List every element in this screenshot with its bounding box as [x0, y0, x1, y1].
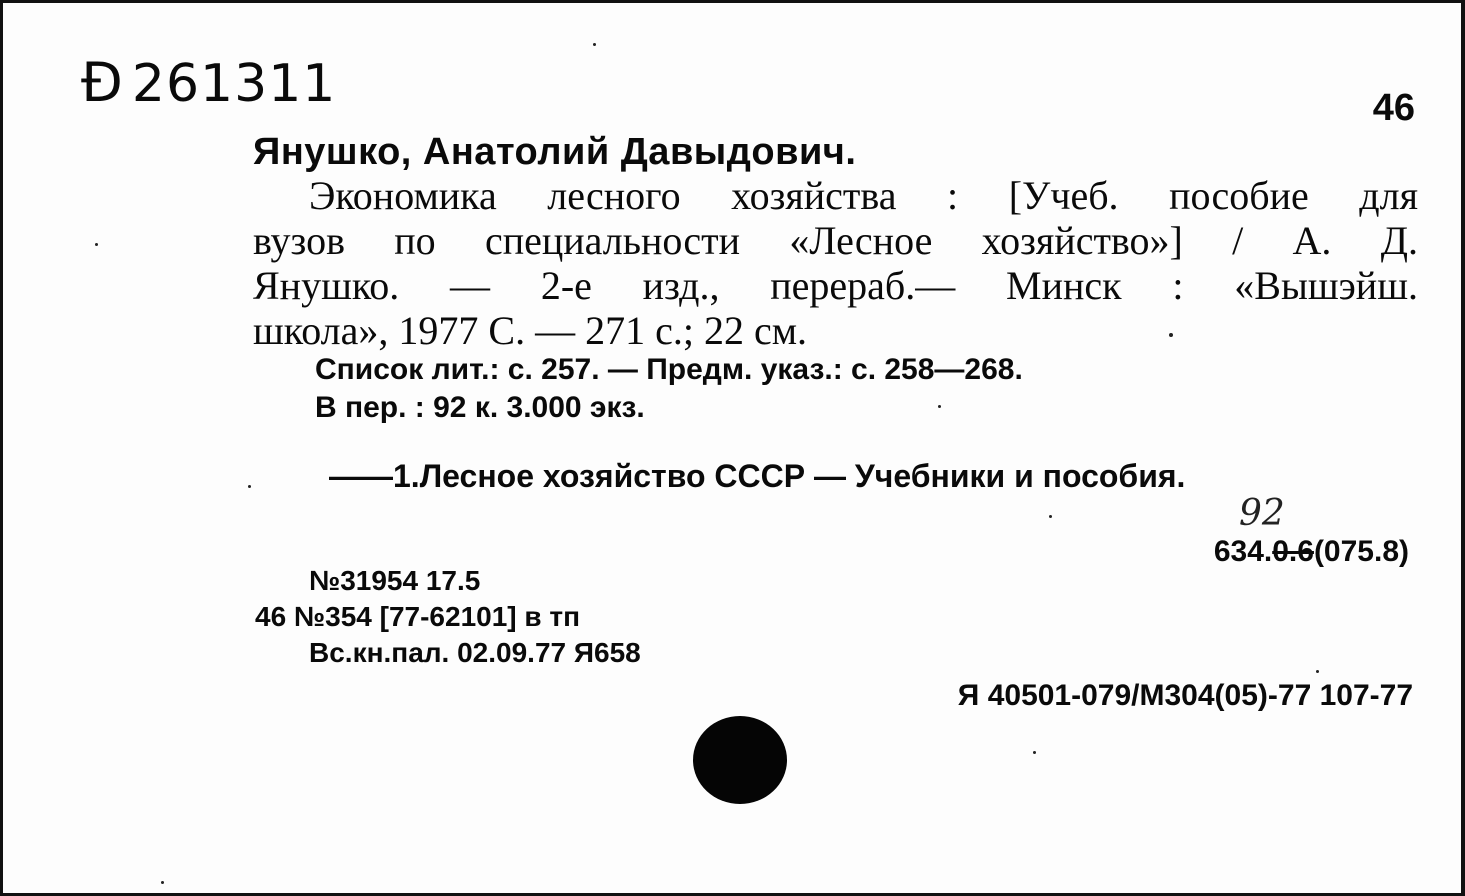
scan-speck [248, 485, 251, 488]
registration-line: №31954 17.5 [309, 565, 481, 596]
registration-line: 46 №354 [77-62101] в тп [255, 601, 581, 632]
handwritten-annotation: 92 [1239, 493, 1285, 534]
udc-suffix: (075.8) [1313, 535, 1409, 568]
call-mark-number: 261311 [131, 54, 337, 114]
notes-block [315, 351, 1023, 427]
scan-speck [1316, 670, 1319, 673]
note-bibliography: Список лит.: с. 257. — Предм. указ.: с. 258—268. [315, 353, 1023, 386]
description-line: вузов по специальности «Лесное хозяйство»] / А. Д. [253, 218, 1418, 263]
scan-speck [1033, 751, 1036, 754]
description-line: Янушко. — 2-е изд., перераб.— Минск : «Вышэйш. [253, 263, 1418, 308]
scan-speck [938, 405, 941, 408]
corner-number: 46 [1372, 87, 1415, 129]
bibliographic-description [253, 173, 1418, 353]
udc-classification [1214, 535, 1409, 569]
scan-speck [95, 243, 98, 246]
registration-line: Вс.кн.пал. 02.09.77 Я658 [309, 637, 641, 668]
subject-heading: ——1.Лесное хозяйство СССР — Учебники и пособия. [329, 458, 1186, 494]
author-heading: Янушко, Анатолий Давыдович. [253, 131, 857, 173]
call-mark-letter: Ð [81, 51, 124, 114]
registration-block [255, 563, 641, 671]
scan-speck [1169, 333, 1173, 337]
udc-struck: 0.6 [1272, 535, 1314, 568]
scan-speck [161, 881, 164, 884]
punch-hole [693, 716, 787, 804]
note-price-print-run: В пер. : 92 к. 3.000 экз. [315, 391, 645, 424]
scan-speck [1049, 515, 1052, 518]
imprint-code: Я 40501-079/М304(05)-77 107-77 [957, 679, 1413, 712]
description-line: школа», 1977 С. — 271 с.; 22 см. [253, 308, 808, 353]
scan-speck [593, 43, 596, 46]
description-line: Экономика лесного хозяйства : [Учеб. пособие для [309, 173, 1418, 218]
handwritten-call-mark [81, 51, 337, 114]
udc-prefix: 634. [1213, 535, 1273, 568]
